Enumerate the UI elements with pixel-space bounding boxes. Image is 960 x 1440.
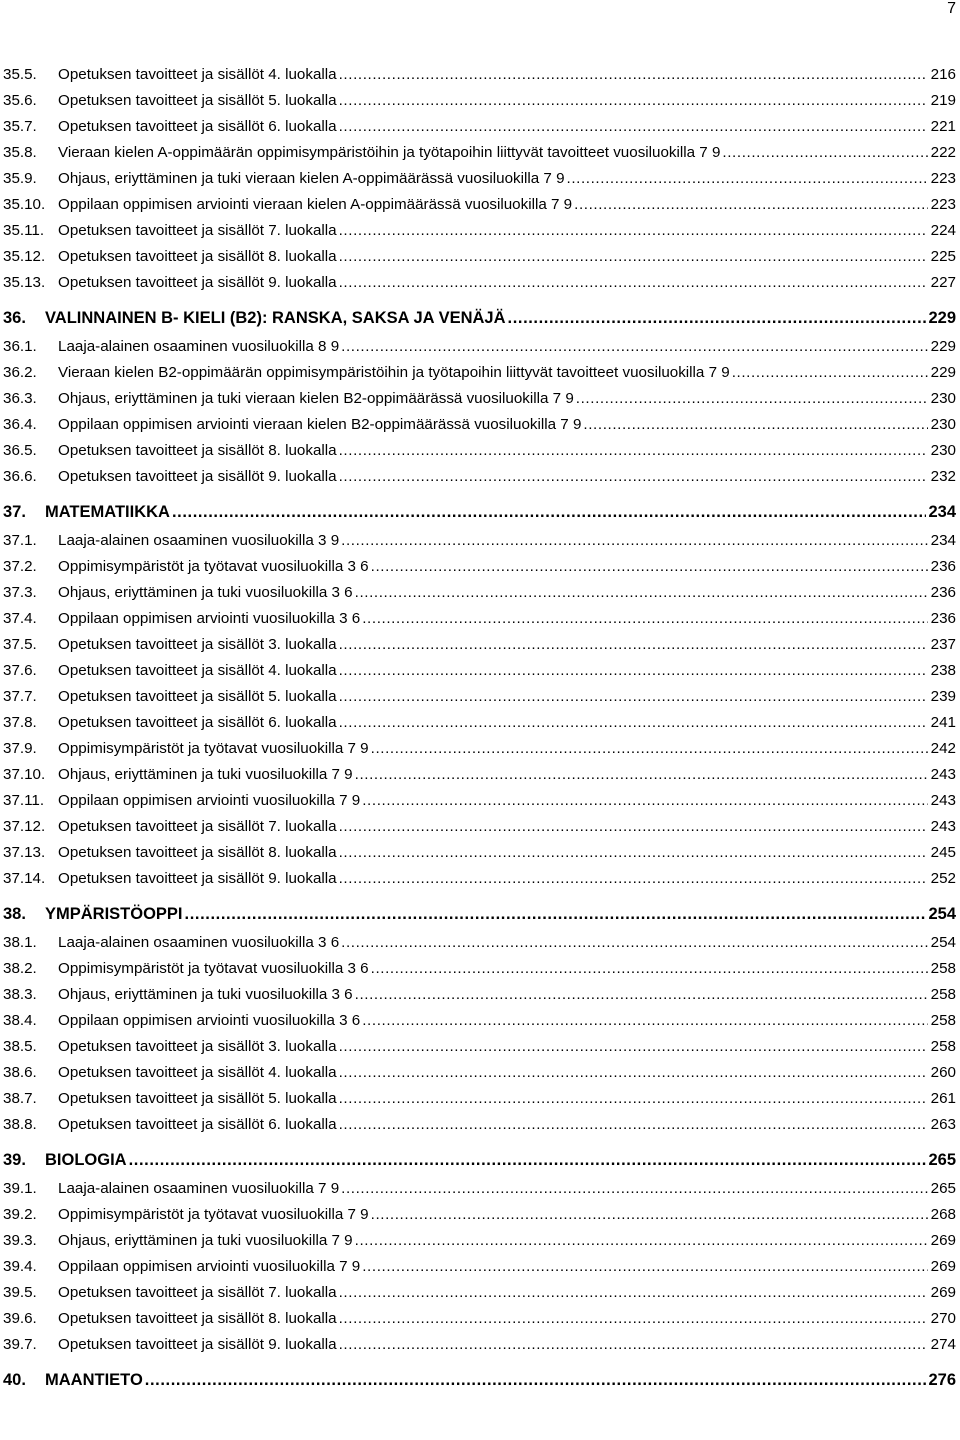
toc-entry-number: 38.4. (3, 1012, 37, 1029)
toc-dot-leader (574, 194, 928, 216)
toc-entry[interactable] (3, 64, 956, 90)
toc-entry-number: 37.6. (3, 662, 37, 679)
toc-entry-title: Ohjaus, eriyttäminen ja tuki vuosiluokilla 3 6 (58, 584, 353, 601)
toc-entry-page: 223 (930, 170, 956, 187)
toc-dot-leader (339, 712, 928, 734)
toc-entry-title: Ohjaus, eriyttäminen ja tuki vuosiluokilla 7 9 (58, 1232, 353, 1249)
toc-dot-leader (355, 764, 928, 786)
toc-entry[interactable] (3, 712, 956, 738)
toc-entry-title: Ohjaus, eriyttäminen ja tuki vieraan kielen B2-oppimäärässä vuosiluokilla 7 9 (58, 390, 574, 407)
toc-dot-leader (371, 738, 928, 760)
toc-entry-title: Ohjaus, eriyttäminen ja tuki vuosiluokilla 7 9 (58, 766, 353, 783)
toc-entry-page: 224 (930, 222, 956, 239)
toc-entry-title: Laaja-alainen osaaminen vuosiluokilla 3 9 (58, 532, 340, 549)
toc-entry-page: 234 (928, 503, 956, 521)
toc-entry-number: 39.4. (3, 1258, 37, 1275)
toc-entry-title: Opetuksen tavoitteet ja sisällöt 6. luokalla (58, 118, 337, 135)
toc-dot-leader (339, 1282, 928, 1304)
toc-entry[interactable] (3, 336, 956, 362)
toc-entry-number: 39. (3, 1151, 26, 1169)
toc-dot-leader (339, 1334, 928, 1356)
toc-entry-page: 221 (930, 118, 956, 135)
toc-entry-number: 39.1. (3, 1180, 37, 1197)
toc-entry[interactable] (3, 984, 956, 1010)
toc-entry-number: 35.12. (3, 248, 46, 265)
toc-entry-number: 37.8. (3, 714, 37, 731)
toc-entry-number: 39.6. (3, 1310, 37, 1327)
toc-entry-title: Opetuksen tavoitteet ja sisällöt 5. luokalla (58, 1090, 337, 1107)
toc-entry[interactable] (3, 958, 956, 984)
toc-entry[interactable] (3, 790, 956, 816)
toc-entry[interactable] (3, 932, 956, 958)
toc-entry-title: Oppimisympäristöt ja työtavat vuosiluokilla 7 9 (58, 1206, 369, 1223)
toc-entry-page: 238 (930, 662, 956, 679)
toc-entry[interactable] (3, 272, 956, 298)
toc-entry-page: 276 (928, 1371, 956, 1389)
toc-entry[interactable] (3, 1036, 956, 1062)
toc-entry-title: Opetuksen tavoitteet ja sisällöt 4. luokalla (58, 662, 337, 679)
toc-entry-number: 38.3. (3, 986, 37, 1003)
toc-entry-number: 37.2. (3, 558, 37, 575)
toc-entry[interactable] (3, 388, 956, 414)
toc-entry[interactable] (3, 660, 956, 686)
toc-entry-page: 243 (930, 818, 956, 835)
toc-entry-number: 38.8. (3, 1116, 37, 1133)
toc-entry-page: 225 (930, 248, 956, 265)
toc-dot-leader (185, 902, 927, 926)
toc-entry-page: 252 (930, 870, 956, 887)
toc-dot-leader (339, 246, 928, 268)
toc-dot-leader (339, 116, 928, 138)
toc-entry[interactable] (3, 738, 956, 764)
toc-dot-leader (339, 220, 928, 242)
toc-entry-number: 38.5. (3, 1038, 37, 1055)
toc-entry-title: Opetuksen tavoitteet ja sisällöt 8. luokalla (58, 844, 337, 861)
toc-entry-title: Vieraan kielen A-oppimäärän oppimisympäristöihin ja työtapoihin liittyvät tavoitteet vuosiluokilla 7 9 (58, 144, 721, 161)
toc-entry-number: 35.6. (3, 92, 37, 109)
toc-entry-number: 38.7. (3, 1090, 37, 1107)
toc-entry[interactable] (3, 440, 956, 466)
toc-entry-title: Opetuksen tavoitteet ja sisällöt 7. luokalla (58, 818, 337, 835)
toc-entry-page: 236 (930, 610, 956, 627)
toc-entry[interactable] (3, 414, 956, 440)
toc-entry-number: 36.3. (3, 390, 37, 407)
toc-entry-title: Opetuksen tavoitteet ja sisällöt 5. luokalla (58, 92, 337, 109)
toc-dot-leader (339, 440, 928, 462)
toc-entry-title: Opetuksen tavoitteet ja sisällöt 7. luokalla (58, 1284, 337, 1301)
toc-entry[interactable] (3, 168, 956, 194)
toc-entry-title: Opetuksen tavoitteet ja sisällöt 4. luokalla (58, 66, 337, 83)
toc-entry-number: 39.5. (3, 1284, 37, 1301)
toc-entry-number: 39.2. (3, 1206, 37, 1223)
toc-dot-leader (732, 362, 928, 384)
toc-entry-title: Opetuksen tavoitteet ja sisällöt 3. luokalla (58, 1038, 337, 1055)
toc-dot-leader (339, 90, 928, 112)
toc-entry-number: 35.10. (3, 196, 46, 213)
toc-dot-leader (339, 272, 928, 294)
toc-entry-title: Opetuksen tavoitteet ja sisällöt 8. luokalla (58, 442, 337, 459)
toc-entry-title: Oppilaan oppimisen arviointi vuosiluokilla 3 6 (58, 1012, 361, 1029)
toc-entry-number: 37.4. (3, 610, 37, 627)
toc-entry[interactable] (3, 1010, 956, 1036)
toc-entry-title: Oppilaan oppimisen arviointi vuosiluokilla 3 6 (58, 610, 361, 627)
toc-entry-number: 35.13. (3, 274, 46, 291)
toc-dot-leader (362, 608, 928, 630)
toc-entry-page: 229 (930, 338, 956, 355)
toc-entry-title: YMPÄRISTÖOPPI (45, 905, 183, 923)
toc-dot-leader (508, 306, 927, 330)
toc-entry-page: 274 (930, 1336, 956, 1353)
toc-entry-number: 39.7. (3, 1336, 37, 1353)
toc-entry-page: 237 (930, 636, 956, 653)
toc-dot-leader (339, 634, 928, 656)
toc-entry-page: 232 (930, 468, 956, 485)
toc-entry-title: Oppilaan oppimisen arviointi vuosiluokilla 7 9 (58, 1258, 361, 1275)
toc-entry-page: 241 (930, 714, 956, 731)
toc-dot-leader (341, 932, 928, 954)
toc-dot-leader (362, 790, 928, 812)
toc-entry-title: Oppilaan oppimisen arviointi vieraan kielen B2-oppimäärässä vuosiluokilla 7 9 (58, 416, 582, 433)
toc-entry-page: 222 (930, 144, 956, 161)
toc-entry[interactable] (3, 220, 956, 246)
page-number: 7 (947, 0, 956, 17)
toc-dot-leader (339, 816, 928, 838)
toc-entry-title: VALINNAINEN B- KIELI (B2): RANSKA, SAKSA JA VENÄJÄ (45, 309, 506, 327)
toc-entry-number: 37.7. (3, 688, 37, 705)
toc-entry-page: 245 (930, 844, 956, 861)
toc-entry-number: 37.12. (3, 818, 46, 835)
toc-entry-title: Opetuksen tavoitteet ja sisällöt 9. luokalla (58, 468, 337, 485)
toc-entry[interactable] (3, 842, 956, 868)
toc-entry-page: 269 (930, 1258, 956, 1275)
toc-dot-leader (341, 336, 928, 358)
toc-entry-page: 260 (930, 1064, 956, 1081)
toc-dot-leader (567, 168, 928, 190)
table-of-contents (3, 64, 956, 1398)
toc-entry-number: 37.13. (3, 844, 46, 861)
toc-entry-page: 254 (930, 934, 956, 951)
toc-entry[interactable] (3, 868, 956, 894)
toc-entry-page: 269 (930, 1284, 956, 1301)
toc-entry-number: 35.9. (3, 170, 37, 187)
toc-entry-number: 35.7. (3, 118, 37, 135)
toc-entry-page: 230 (930, 442, 956, 459)
toc-chapter-entry[interactable] (3, 298, 956, 336)
toc-entry-number: 37. (3, 503, 26, 521)
toc-entry[interactable] (3, 686, 956, 712)
toc-entry-page: 258 (930, 960, 956, 977)
toc-entry[interactable] (3, 1230, 956, 1256)
toc-dot-leader (339, 1088, 928, 1110)
toc-entry-title: Opetuksen tavoitteet ja sisällöt 9. luokalla (58, 1336, 337, 1353)
toc-entry-page: 265 (930, 1180, 956, 1197)
toc-entry-title: Opetuksen tavoitteet ja sisällöt 8. luokalla (58, 248, 337, 265)
toc-entry-title: Ohjaus, eriyttäminen ja tuki vieraan kielen A-oppimäärässä vuosiluokilla 7 9 (58, 170, 565, 187)
toc-entry-title: Laaja-alainen osaaminen vuosiluokilla 7 9 (58, 1180, 340, 1197)
toc-entry-title: Opetuksen tavoitteet ja sisällöt 5. luokalla (58, 688, 337, 705)
toc-entry-page: 234 (930, 532, 956, 549)
toc-entry[interactable] (3, 1114, 956, 1140)
toc-chapter-entry[interactable] (3, 1360, 956, 1398)
toc-entry-number: 36.5. (3, 442, 37, 459)
toc-entry-title: Vieraan kielen B2-oppimäärän oppimisympäristöihin ja työtapoihin liittyvät tavoitteet vuosiluokilla 7 9 (58, 364, 730, 381)
toc-dot-leader (341, 1178, 928, 1200)
toc-entry-page: 254 (928, 905, 956, 923)
toc-entry-title: Oppimisympäristöt ja työtavat vuosiluokilla 7 9 (58, 740, 369, 757)
toc-entry-number: 35.5. (3, 66, 37, 83)
toc-entry-title: Laaja-alainen osaaminen vuosiluokilla 8 9 (58, 338, 340, 355)
toc-entry[interactable] (3, 1308, 956, 1334)
toc-entry-number: 35.8. (3, 144, 37, 161)
toc-entry-page: 258 (930, 1012, 956, 1029)
toc-entry-page: 258 (930, 986, 956, 1003)
toc-entry-title: Oppimisympäristöt ja työtavat vuosiluokilla 3 6 (58, 558, 369, 575)
toc-entry-number: 40. (3, 1371, 26, 1389)
toc-entry-number: 38.1. (3, 934, 37, 951)
toc-dot-leader (339, 686, 928, 708)
toc-dot-leader (371, 1204, 928, 1226)
toc-dot-leader (339, 64, 928, 86)
toc-entry-title: Opetuksen tavoitteet ja sisällöt 4. luokalla (58, 1064, 337, 1081)
toc-entry-title: Opetuksen tavoitteet ja sisällöt 7. luokalla (58, 222, 337, 239)
toc-dot-leader (355, 1230, 928, 1252)
toc-dot-leader (371, 958, 928, 980)
toc-entry-page: 270 (930, 1310, 956, 1327)
toc-entry-page: 268 (930, 1206, 956, 1223)
toc-entry[interactable] (3, 1178, 956, 1204)
toc-entry-page: 243 (930, 766, 956, 783)
toc-entry-number: 35.11. (3, 222, 45, 239)
toc-entry-number: 38.6. (3, 1064, 37, 1081)
toc-entry-page: 223 (930, 196, 956, 213)
toc-entry-number: 39.3. (3, 1232, 37, 1249)
toc-entry-title: Ohjaus, eriyttäminen ja tuki vuosiluokilla 3 6 (58, 986, 353, 1003)
toc-entry-title: Oppilaan oppimisen arviointi vieraan kielen A-oppimäärässä vuosiluokilla 7 9 (58, 196, 573, 213)
toc-entry[interactable] (3, 246, 956, 272)
toc-entry[interactable] (3, 634, 956, 660)
toc-entry-page: 229 (928, 309, 956, 327)
toc-entry-page: 230 (930, 416, 956, 433)
toc-entry-page: 236 (930, 558, 956, 575)
toc-entry-page: 242 (930, 740, 956, 757)
toc-chapter-entry[interactable] (3, 894, 956, 932)
toc-dot-leader (339, 1036, 928, 1058)
toc-entry[interactable] (3, 90, 956, 116)
toc-dot-leader (339, 842, 928, 864)
toc-dot-leader (355, 984, 928, 1006)
toc-entry[interactable] (3, 1204, 956, 1230)
toc-entry-number: 36. (3, 309, 26, 327)
toc-dot-leader (341, 530, 928, 552)
toc-entry-page: 216 (930, 66, 956, 83)
toc-dot-leader (339, 1114, 928, 1136)
toc-entry[interactable] (3, 466, 956, 492)
toc-entry-title: MAANTIETO (45, 1371, 143, 1389)
toc-dot-leader (362, 1256, 928, 1278)
toc-entry-number: 37.11. (3, 792, 45, 809)
toc-entry-number: 36.4. (3, 416, 37, 433)
toc-dot-leader (145, 1368, 927, 1392)
toc-entry-page: 219 (930, 92, 956, 109)
toc-entry-title: Opetuksen tavoitteet ja sisällöt 6. luokalla (58, 714, 337, 731)
toc-entry[interactable] (3, 582, 956, 608)
toc-entry-title: Opetuksen tavoitteet ja sisällöt 9. luokalla (58, 274, 337, 291)
toc-dot-leader (576, 388, 928, 410)
toc-entry-number: 37.10. (3, 766, 46, 783)
toc-entry-number: 37.3. (3, 584, 37, 601)
toc-entry-number: 37.1. (3, 532, 37, 549)
toc-entry-title: Opetuksen tavoitteet ja sisällöt 3. luokalla (58, 636, 337, 653)
toc-entry[interactable] (3, 116, 956, 142)
toc-dot-leader (129, 1148, 927, 1172)
toc-entry-number: 38. (3, 905, 26, 923)
toc-entry-title: Oppimisympäristöt ja työtavat vuosiluokilla 3 6 (58, 960, 369, 977)
toc-chapter-entry[interactable] (3, 492, 956, 530)
toc-chapter-entry[interactable] (3, 1140, 956, 1178)
toc-entry[interactable] (3, 1256, 956, 1282)
toc-entry-title: Laaja-alainen osaaminen vuosiluokilla 3 6 (58, 934, 340, 951)
toc-entry-number: 36.1. (3, 338, 37, 355)
toc-dot-leader (722, 142, 928, 164)
toc-dot-leader (371, 556, 928, 578)
toc-entry-number: 36.6. (3, 468, 37, 485)
toc-entry[interactable] (3, 764, 956, 790)
toc-entry-page: 239 (930, 688, 956, 705)
toc-dot-leader (172, 500, 927, 524)
toc-entry[interactable] (3, 194, 956, 220)
toc-entry-number: 37.5. (3, 636, 37, 653)
toc-entry-number: 37.9. (3, 740, 37, 757)
toc-entry-page: 263 (930, 1116, 956, 1133)
toc-entry[interactable] (3, 1062, 956, 1088)
toc-entry-title: Opetuksen tavoitteet ja sisällöt 9. luokalla (58, 870, 337, 887)
toc-entry[interactable] (3, 362, 956, 388)
toc-entry-page: 258 (930, 1038, 956, 1055)
toc-entry-number: 37.14. (3, 870, 46, 887)
toc-entry[interactable] (3, 142, 956, 168)
toc-entry[interactable] (3, 816, 956, 842)
toc-entry-page: 230 (930, 390, 956, 407)
toc-dot-leader (362, 1010, 928, 1032)
toc-entry-title: Opetuksen tavoitteet ja sisällöt 6. luokalla (58, 1116, 337, 1133)
toc-dot-leader (339, 660, 928, 682)
toc-entry-number: 38.2. (3, 960, 37, 977)
toc-entry[interactable] (3, 530, 956, 556)
toc-entry-page: 229 (930, 364, 956, 381)
toc-entry[interactable] (3, 556, 956, 582)
toc-entry-title: Oppilaan oppimisen arviointi vuosiluokilla 7 9 (58, 792, 361, 809)
toc-dot-leader (339, 868, 928, 890)
toc-dot-leader (355, 582, 928, 604)
toc-entry-number: 36.2. (3, 364, 37, 381)
toc-dot-leader (339, 1062, 928, 1084)
toc-entry[interactable] (3, 1282, 956, 1308)
toc-dot-leader (583, 414, 928, 436)
toc-dot-leader (339, 1308, 928, 1330)
toc-dot-leader (339, 466, 928, 488)
toc-entry-title: MATEMATIIKKA (45, 503, 170, 521)
toc-entry-title: BIOLOGIA (45, 1151, 127, 1169)
toc-entry-page: 261 (930, 1090, 956, 1107)
toc-entry-page: 269 (930, 1232, 956, 1249)
toc-entry[interactable] (3, 608, 956, 634)
toc-entry-page: 243 (930, 792, 956, 809)
toc-entry[interactable] (3, 1088, 956, 1114)
toc-entry-page: 236 (930, 584, 956, 601)
toc-entry-title: Opetuksen tavoitteet ja sisällöt 8. luokalla (58, 1310, 337, 1327)
toc-entry-page: 227 (930, 274, 956, 291)
toc-entry-page: 265 (928, 1151, 956, 1169)
toc-entry[interactable] (3, 1334, 956, 1360)
